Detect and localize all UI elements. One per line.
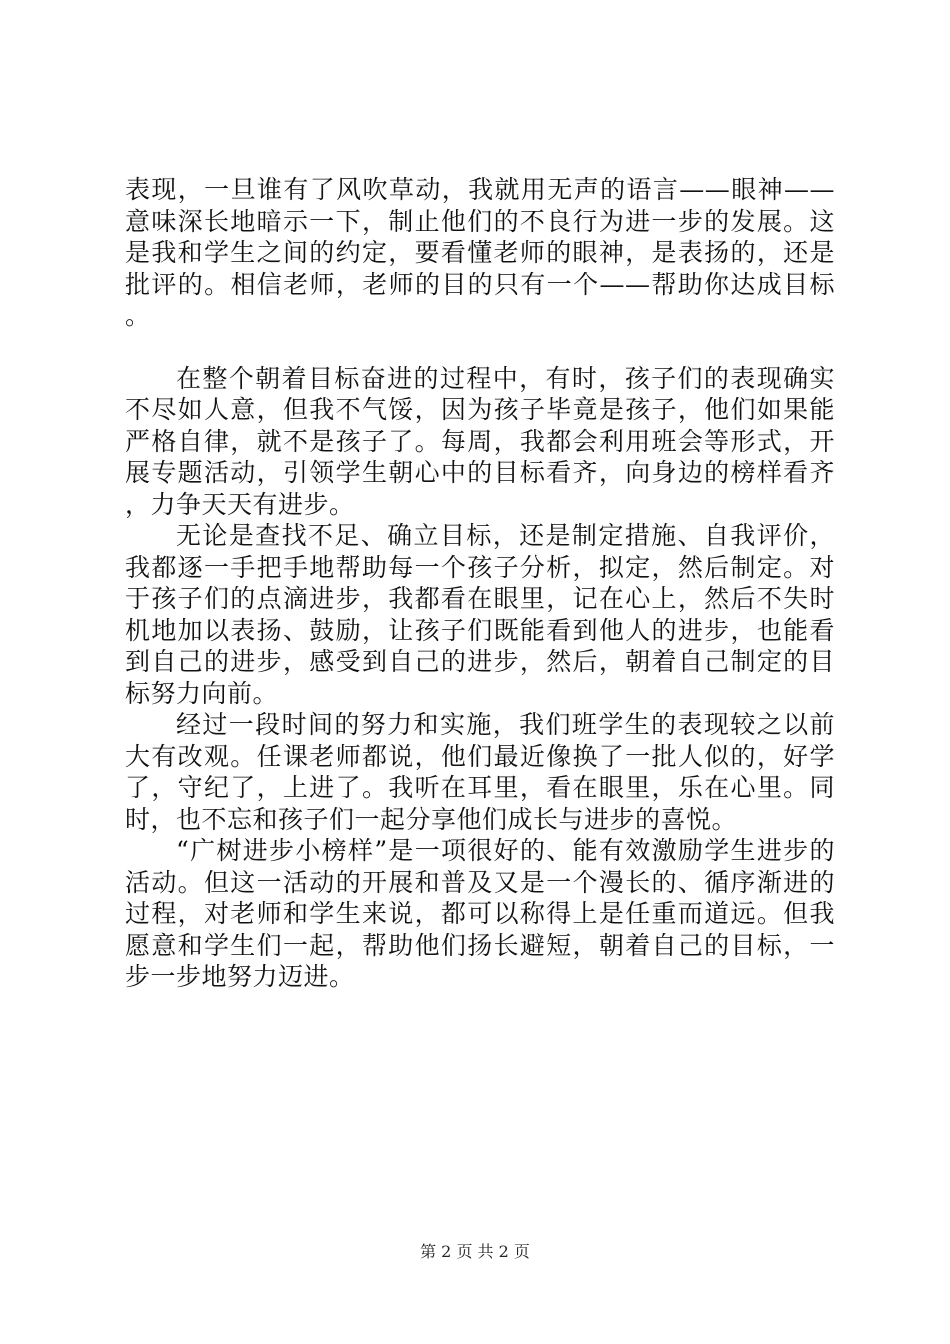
- paragraph-3: 无论是查找不足、确立目标，还是制定措施、自我评价，我都逐一手把手地帮助每一个孩子分析，拟定，然后制定。对于孩子们的点滴进步，我都看在眼里，记在心上，然后不失时机地加以表扬、鼓励，让孩子们既能看到他人的进步，也能看到自己的进步，感受到自己的进步，然后，朝着自己制定的目标努力向前。: [125, 521, 835, 708]
- document-body: [125, 174, 835, 993]
- paragraph-spacer: [125, 332, 835, 363]
- page-number-footer: 第 2 页 共 2 页: [420, 1242, 530, 1261]
- paragraph-2: 在整个朝着目标奋进的过程中，有时，孩子们的表现确实不尽如人意，但我不气馁，因为孩子毕竟是孩子，他们如果能严格自律，就不是孩子了。每周，我都会利用班会等形式，开展专题活动，引领学生朝心中的目标看齐，向身边的榜样看齐，力争天天有进步。: [125, 363, 835, 519]
- paragraph-1: 表现，一旦谁有了风吹草动，我就用无声的语言——眼神——意味深长地暗示一下，制止他们的不良行为进一步的发展。这是我和学生之间的约定，要看懂老师的眼神，是表扬的，还是批评的。相信老师，老师的目的只有一个——帮助你达成目标。: [125, 175, 835, 330]
- paragraph-5: “广树进步小榜样”是一项很好的、能有效激励学生进步的活动。但这一活动的开展和普及又是一个漫长的、循序渐进的过程，对老师和学生来说，都可以称得上是任重而道远。但我愿意和学生们一起，帮助他们扬长避短，朝着自己的目标，一步一步地努力迈进。: [125, 836, 835, 991]
- paragraph-4: 经过一段时间的努力和实施，我们班学生的表现较之以前大有改观。任课老师都说，他们最近像换了一批人似的，好学了，守纪了，上进了。我听在耳里，看在眼里，乐在心里。同时，也不忘和孩子们一起分享他们成长与进步的喜悦。: [125, 710, 835, 834]
